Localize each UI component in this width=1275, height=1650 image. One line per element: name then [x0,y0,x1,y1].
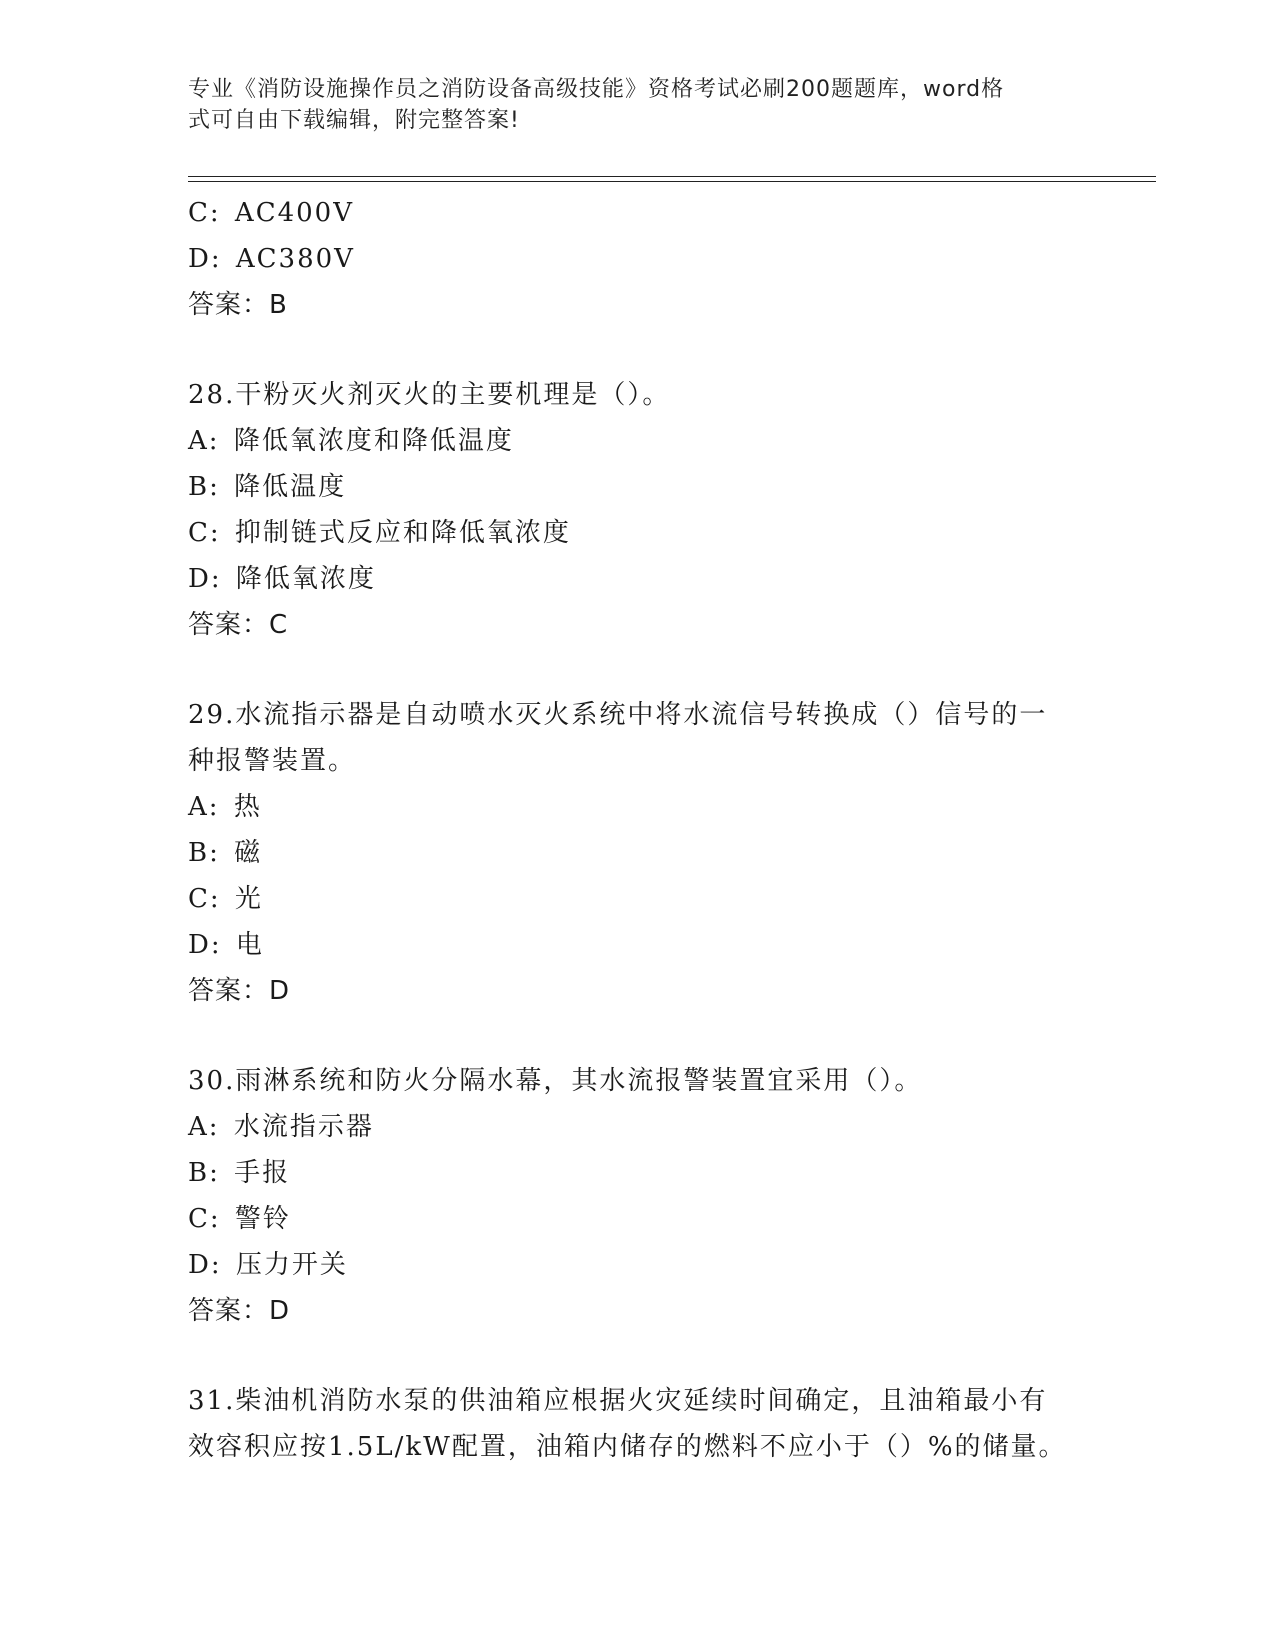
option-line [188,784,1088,830]
question-list [188,190,1088,1470]
option-line [188,830,1088,876]
option-text: 降低氧浓度 [235,564,376,594]
stem-line: 效容积应按1.5L/kW配置，油箱内储存的燃料不应小于（）%的储量。 [188,1432,1067,1462]
question-stem [188,1058,1078,1104]
option-text: 磁 [234,838,263,868]
option-line [188,1242,1088,1288]
option-letter: A: [188,1112,220,1142]
option-text: AC380V [235,244,355,274]
option-letter: B: [188,838,220,868]
option-line [188,1150,1088,1196]
option-letter: B: [188,472,220,502]
answer-line: 答案：B [188,290,288,320]
option-line [188,556,1088,602]
option-line [188,1196,1088,1242]
answer-line: 答案：D [188,976,291,1006]
option-line [188,190,1088,236]
option-line [188,236,1088,282]
header-line-2: 式可自由下载编辑，附完整答案! [188,108,520,133]
option-text: 热 [233,792,262,822]
question-28 [188,372,1088,648]
answer-line: 答案：C [188,610,289,640]
option-letter: A: [188,426,220,456]
answer-line: 答案：D [188,1296,291,1326]
header-line-1: 专业《消防设施操作员之消防设备高级技能》资格考试必刷200题题库，word格 [188,77,1005,102]
option-text: AC400V [234,198,354,228]
option-line [188,464,1088,510]
stem-line: 30.雨淋系统和防火分隔水幕，其水流报警装置宜采用（）。 [188,1066,923,1096]
option-line [188,510,1088,556]
previous-question-tail [188,190,1088,328]
option-text: 降低氧浓度和降低温度 [233,426,514,456]
option-letter: B: [188,1158,220,1188]
option-letter: C: [188,1204,221,1234]
option-letter: C: [188,884,221,914]
option-letter: D: [188,1250,222,1280]
question-29 [188,692,1088,1014]
question-stem [188,692,1078,784]
option-text: 光 [234,884,263,914]
option-text: 降低温度 [234,472,347,502]
option-line [188,1104,1088,1150]
option-text: 抑制链式反应和降低氧浓度 [234,518,571,548]
question-stem [188,372,1078,418]
option-text: 水流指示器 [233,1112,374,1142]
option-line [188,418,1088,464]
option-letter: D: [188,930,222,960]
option-letter: D: [188,564,222,594]
option-text: 警铃 [234,1204,291,1234]
option-letter: D: [188,244,222,274]
stem-line: 种报警装置。 [188,746,357,776]
option-text: 电 [235,930,264,960]
document-header [188,74,1068,136]
header-divider-bottom [188,181,1156,182]
stem-line: 31.柴油机消防水泵的供油箱应根据火灾延续时间确定，且油箱最小有 [188,1386,1048,1416]
option-line [188,922,1088,968]
option-text: 压力开关 [235,1250,348,1280]
option-letter: C: [188,198,221,228]
option-line [188,876,1088,922]
option-text: 手报 [234,1158,291,1188]
question-stem [188,1378,1078,1470]
stem-line: 28.干粉灭火剂灭火的主要机理是（）。 [188,380,671,410]
stem-line: 29.水流指示器是自动喷水灭火系统中将水流信号转换成（）信号的一 [188,700,1048,730]
question-30 [188,1058,1088,1334]
header-divider-top [188,176,1156,177]
option-letter: C: [188,518,221,548]
option-letter: A: [188,792,220,822]
question-31 [188,1378,1088,1470]
